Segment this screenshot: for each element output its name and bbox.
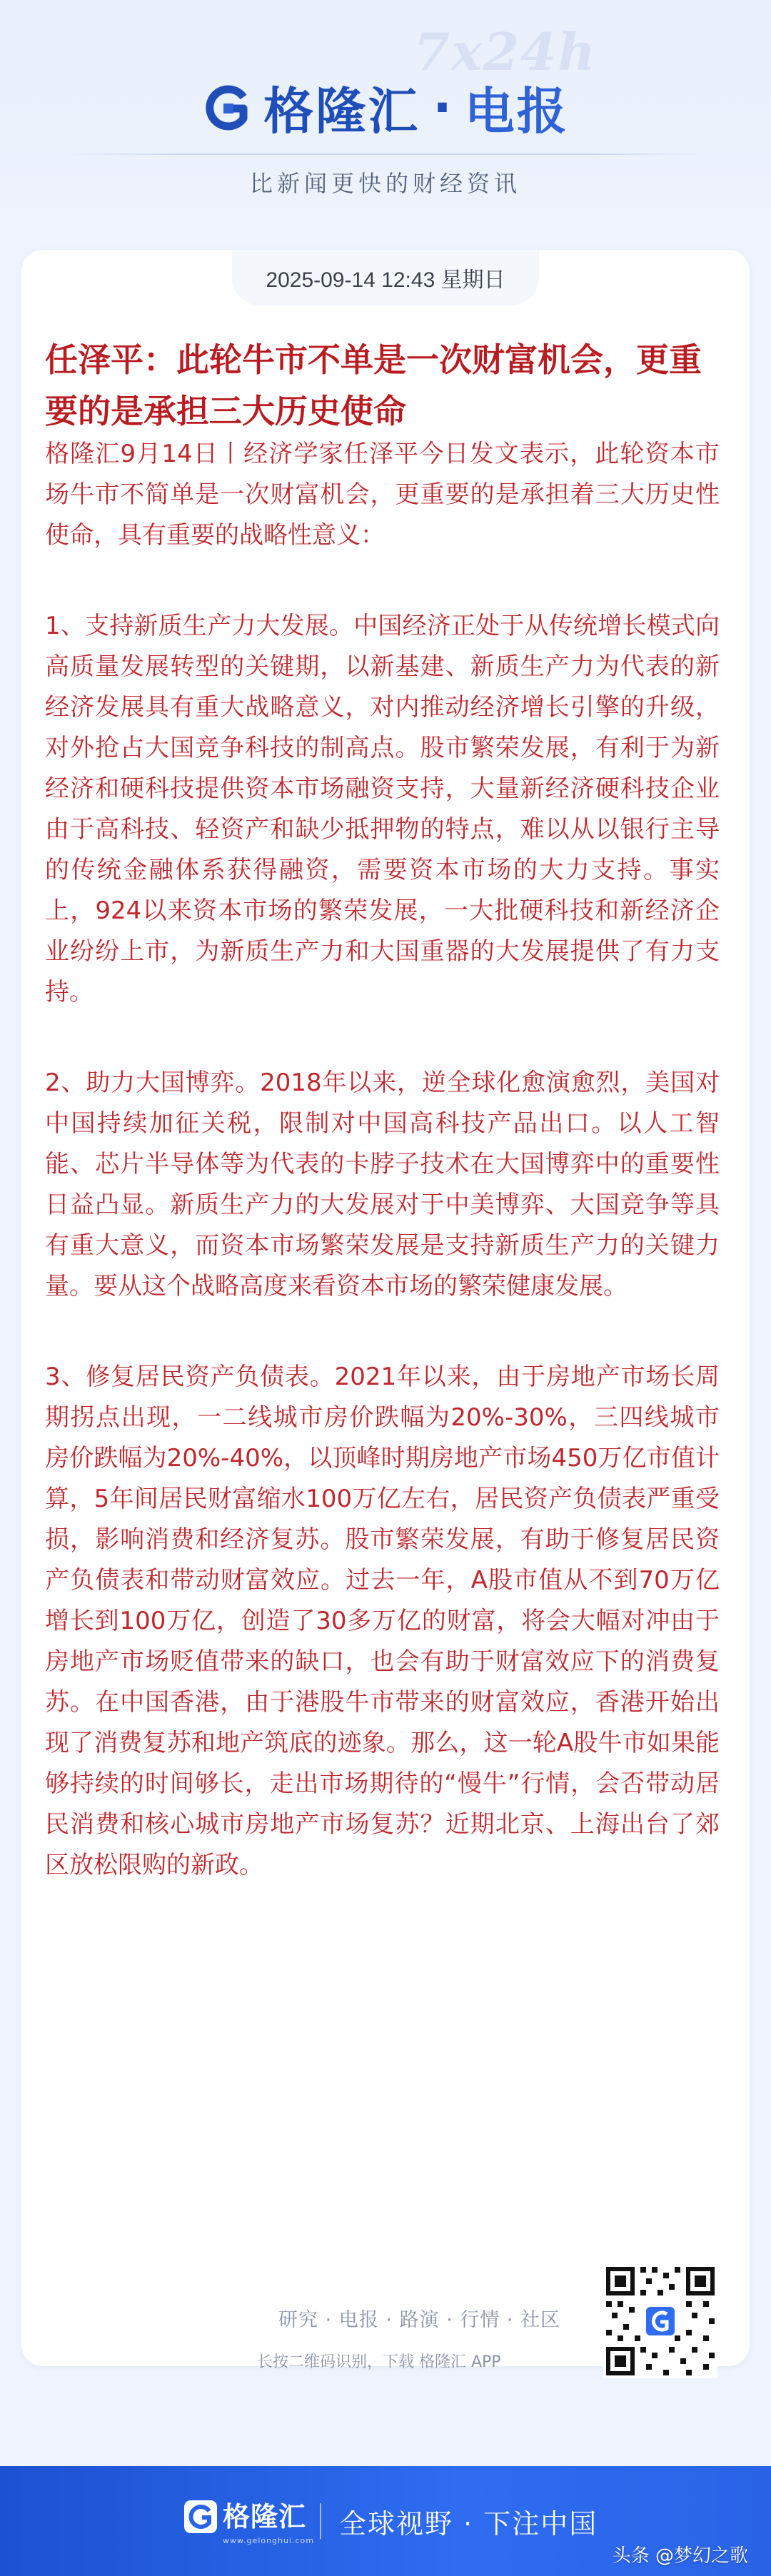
article-paragraph-1: 1、支持新质生产力大发展。中国经济正处于从传统增长模式向高质量发展转型的关键期，以新基建、新质生产力为代表的新经济发展具有重大战略意义，对内推动经济增长引擎的升级，对外抢占大国竞争科技的制高点。股市繁荣发展，有利于为新经济和硬科技提供资本市场融资支持，大量新经济硬科技企业由于高科技、轻资产和缺少抵押物的特点，难以从以银行主导的传统金融体系获得融资，需要资本市场的大力支持。事实上，924以来资本市场的繁荣发展，一大批硬科技和新经济企业纷纷上市，为新质生产力和大国重器的大发展提供了有力支持。 bbox=[45, 612, 720, 1006]
section-links: 研究 · 电报 · 路演 · 行情 · 社区 bbox=[278, 2309, 560, 2331]
brand-lockup bbox=[0, 71, 771, 143]
article-datetime: 2025-09-14 12:43 星期日 bbox=[232, 250, 539, 305]
article-paragraph-2: 2、助力大国博弈。2018年以来，逆全球化愈演愈烈，美国对中国持续加征关税，限制对中国高科技产品出口。以人工智能、芯片半导体等为代表的卡脖子技术在大国博弈中的重要性日益凸显。新质生产力的大发展对于中美博弈、大国竞争等具有重大意义，而资本市场繁荣发展是支持新质生产力的关键力量。要从这个战略高度来看资本市场的繁荣健康发展。 bbox=[45, 1069, 720, 1300]
gelonghui-logo-icon bbox=[202, 83, 252, 133]
article-body bbox=[45, 434, 720, 1886]
header-divider bbox=[64, 153, 707, 155]
watermark-7x24h: 7x24h bbox=[414, 21, 597, 82]
banner-tagline: 全球视野 · 下注中国 bbox=[339, 2508, 598, 2540]
source-credit: 头条 @梦幻之歌 bbox=[612, 2545, 748, 2567]
article-paragraph-intro: 格隆汇9月14日丨经济学家任泽平今日发文表示，此轮资本市场牛市不简单是一次财富机会，更重要的是承担着三大历史性使命，具有重要的战略性意义： bbox=[45, 440, 720, 550]
banner-brand-name: 格隆汇 bbox=[223, 2501, 307, 2532]
qr-download-hint: 长按二维码识别，下载 格隆汇 APP bbox=[257, 2353, 501, 2371]
brand-separator: · bbox=[433, 78, 452, 137]
banner-divider bbox=[320, 2503, 321, 2539]
banner-logo-icon bbox=[184, 2500, 217, 2533]
header-slogan: 比新闻更快的财经资讯 bbox=[249, 170, 521, 197]
banner-brand bbox=[184, 2500, 306, 2533]
article-title: 任泽平：此轮牛市不单是一次财富机会，更重要的是承担三大历史使命 bbox=[45, 340, 702, 430]
qr-code-icon[interactable] bbox=[603, 2264, 717, 2378]
brand-name: 格隆汇 bbox=[263, 82, 420, 141]
article-paragraph-3: 3、修复居民资产负债表。2021年以来，由于房地产市场长周期拐点出现，一二线城市房价跌幅为20%-30%，三四线城市房价跌幅为20%-40%，以顶峰时期房地产市场450万亿市值计算，5年间居民财富缩水100万亿左右，居民资产负债表严重受损，影响消费和经济复苏。股市繁荣发展，有助于修复居民资产负债表和带动财富效应。过去一年，A股市值从不到70万亿增长到100万亿，创造了30多万亿的财富，将会大幅对冲由于房地产市场贬值带来的缺口，也会有助于财富效应下的消费复苏。在中国香港，由于港股牛市带来的财富效应，香港开始出现了消费复苏和地产筑底的迹象。那么，这一轮A股牛市如果能够持续的时间够长，走出市场期待的“慢牛”行情，会否带动居民消费和核心城市房地产市场复苏？近期北京、上海出台了郊区放松限购的新政。 bbox=[45, 1363, 720, 1879]
brand-channel: 电报 bbox=[464, 82, 569, 141]
page-header bbox=[0, 0, 771, 243]
article-card bbox=[21, 250, 750, 2371]
banner-domain: www.gelonghui.com bbox=[223, 2536, 314, 2545]
